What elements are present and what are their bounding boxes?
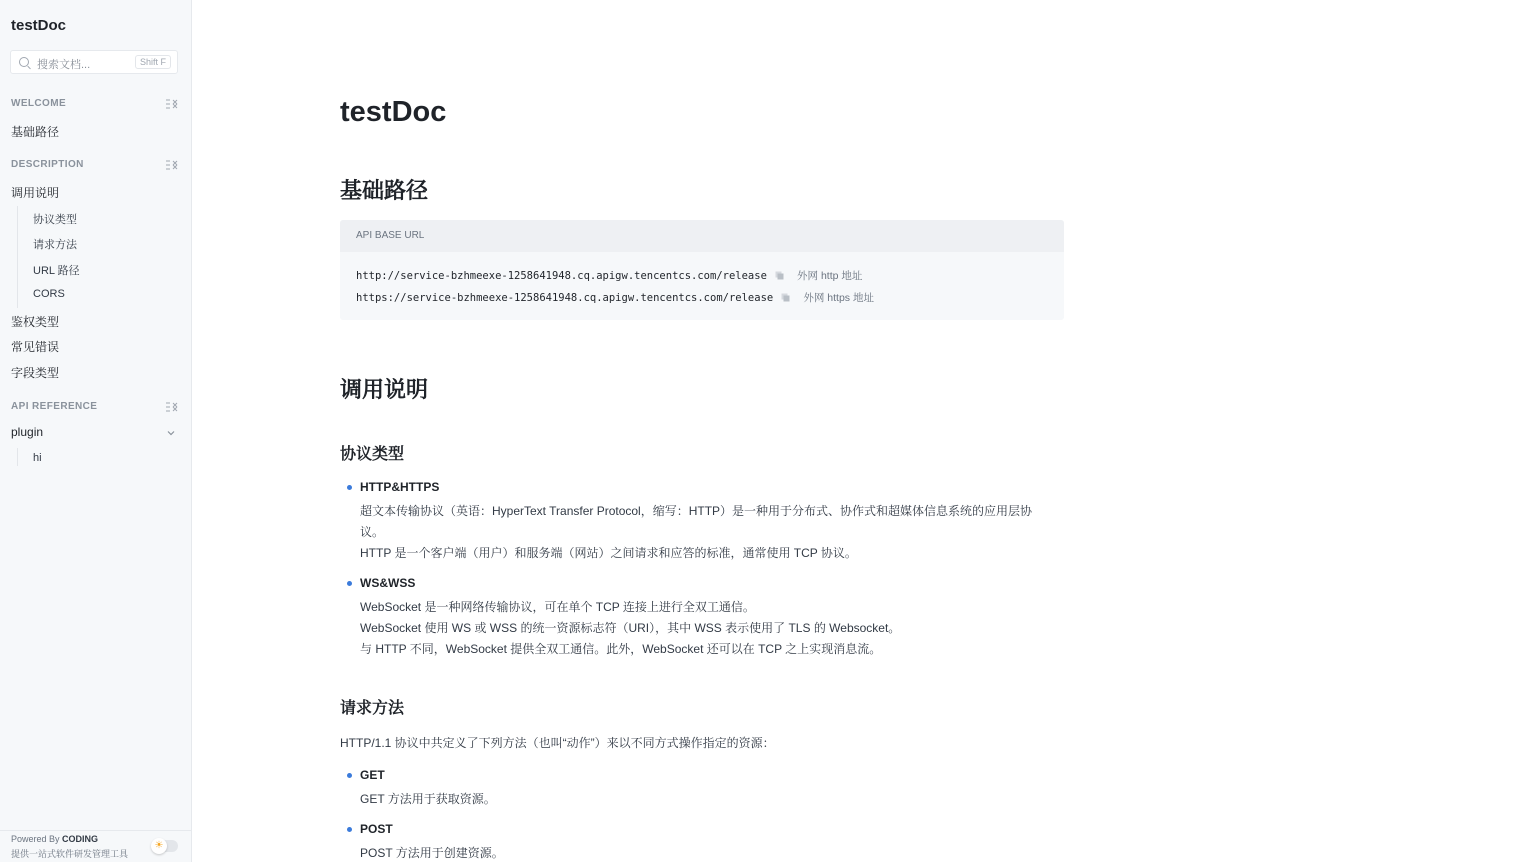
sub-nav-line [17,206,18,308]
collapse-all-icon[interactable] [165,401,178,413]
methods-intro: HTTP/1.1 协议中共定义了下列方法（也叫“动作”）来以不同方式操作指定的资源： [340,736,775,750]
base-url-desc: 外网 https 地址 [803,292,874,304]
sidebar-item-plugin[interactable]: plugin [11,425,44,439]
copy-icon[interactable] [781,293,790,302]
sun-icon: ☀ [151,838,167,854]
sidebar-item-base-path[interactable]: 基础路径 [11,125,60,139]
powered-by[interactable]: Powered By CODING [11,834,99,844]
heading-protocol: 协议类型 [340,446,405,463]
heading-base-path: 基础路径 [340,178,429,203]
main-content [192,0,1532,862]
section-title-welcome: WELCOME [11,98,67,109]
section-title-description: DESCRIPTION [11,159,84,170]
sidebar-item-common-errors[interactable]: 常见错误 [11,340,60,354]
list-item-title: HTTP&HTTPS [360,480,440,494]
list-item-text: 超文本传输协议（英语：HyperText Transfer Protocol，缩写：HTTP）是一种用于分布式、协作式和超媒体信息系统的应用层协议。 [360,504,1033,539]
sidebar-subitem-url-path[interactable]: URL 路径 [33,265,80,277]
api-base-url-header [340,220,1064,252]
base-url-http[interactable]: http://service-bzhmeexe-1258641948.cq.apigw.tencentcs.com/release [356,270,767,282]
chevron-down-icon[interactable] [166,428,176,438]
sidebar-subitem-protocol[interactable]: 协议类型 [33,214,77,226]
sidebar-footer [0,830,191,862]
list-item-title: GET [360,768,385,782]
sidebar-item-auth-type[interactable]: 鉴权类型 [11,315,60,329]
section-title-api-reference: API REFERENCE [11,401,98,412]
copy-icon[interactable] [775,271,784,280]
search-shortcut: Shift F [135,55,171,69]
list-bullet [347,485,352,490]
list-bullet [347,827,352,832]
collapse-all-icon[interactable] [165,159,178,171]
coding-logo: CODING [62,834,99,844]
search-icon [19,57,29,67]
heading-call-guide: 调用说明 [340,377,429,402]
sidebar-item-field-types[interactable]: 字段类型 [11,366,60,380]
brand-title[interactable]: testDoc [11,17,67,34]
list-item-text: GET 方法用于获取资源。 [360,792,496,806]
base-url-https[interactable]: https://service-bzhmeexe-1258641948.cq.apigw.tencentcs.com/release [356,292,774,304]
api-base-url-box [340,220,1064,320]
list-item-text: HTTP 是一个客户端（用户）和服务端（网站）之间请求和应答的标准，通常使用 TCP 协议。 [360,546,857,560]
list-item-text: WebSocket 使用 WS 或 WSS 的统一资源标志符（URI），其中 WSS 表示使用了 TLS 的 Websocket。 [360,621,901,635]
sidebar-subitem-cors[interactable]: CORS [33,288,65,300]
list-item-text: WebSocket 是一种网络传输协议，可在单个 TCP 连接上进行全双工通信。 [360,600,755,614]
footer-tagline: 提供一站式软件研发管理工具 [11,849,129,859]
sidebar-item-call-guide[interactable]: 调用说明 [11,186,60,200]
list-item-text: POST 方法用于创建资源。 [360,846,504,860]
base-url-row [356,268,862,283]
base-url-desc: 外网 http 地址 [797,270,863,282]
heading-methods: 请求方法 [340,700,405,717]
base-url-row [356,290,874,305]
list-item-text: 与 HTTP 不同，WebSocket 提供全双工通信。此外，WebSocket 还可以在 TCP 之上实现消息流。 [360,642,882,656]
list-bullet [347,773,352,778]
list-item-title: WS&WSS [360,576,416,590]
sidebar-subitem-hi[interactable]: hi [33,452,42,464]
list-item-title: POST [360,822,393,836]
page-title: testDoc [340,96,447,128]
list-bullet [347,581,352,586]
theme-toggle[interactable] [152,840,178,852]
api-base-url-label: API BASE URL [356,230,425,241]
sidebar [0,0,192,862]
sub-nav-line [17,448,18,466]
search-placeholder: 搜索文档... [37,59,91,71]
sidebar-subitem-methods[interactable]: 请求方法 [33,239,77,251]
search-input[interactable] [10,50,178,74]
collapse-all-icon[interactable] [165,98,178,110]
